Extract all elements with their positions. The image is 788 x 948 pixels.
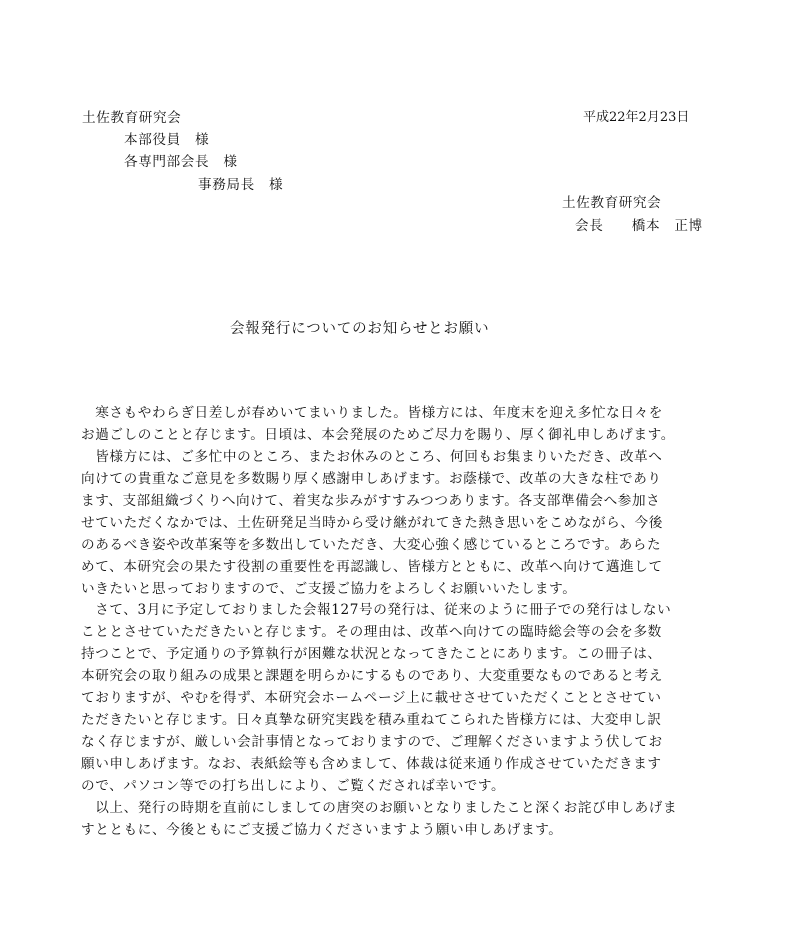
body-line: めて、本研究会の果たす役割の重要性を再認識し、皆様方とともに、改革へ向けて邁進して	[81, 558, 663, 575]
recipient-organization: 土佐教育研究会	[82, 110, 182, 126]
body-line: のあるべき姿や改革案等を多数出していただき、大変心強く感じているところです。あらた	[81, 536, 662, 553]
body-line: ておりますが、やむを得ず、本研究会ホームページ上に載せさせていただくこととさせてい	[81, 690, 662, 707]
body-line: なく存じますが、厳しい会計事情となっておりますので、ご理解くださいますよう伏してお	[81, 734, 663, 751]
body-line: せていただくなかでは、土佐研発足当時から受け継がれてきた熱き思いをこめながら、今後	[81, 514, 663, 531]
recipient-secretary-general: 事務局長 様	[198, 177, 284, 193]
letter-body	[81, 403, 721, 842]
body-line: こととさせていただきたいと存じます。その理由は、改革へ向けての臨時総会等の会を多数	[81, 624, 662, 641]
body-line: さて、3月に予定しておりました会報127号の発行は、従来のように冊子での発行はしない	[81, 602, 672, 619]
body-line: 以上、発行の時期を直前にしましての唐突のお願いとなりましたこと深くお詫び申しあげま	[81, 799, 678, 816]
body-line: いきたいと思っておりますので、ご支援ご協力をよろしくお願いいたします。	[81, 580, 577, 597]
body-line: 向けての貴重なご意見を多数賜り厚く感謝申しあげます。お蔭様で、改革の大きな柱であり	[81, 470, 662, 487]
recipient-board-members: 本部役員 様	[124, 132, 210, 148]
body-line: 本研究会の取り組みの成果と課題を明らかにするものであり、大変重要なものであると考え	[81, 668, 663, 685]
body-line: 願い申しあげます。なお、表紙絵等も含めまして、体裁は従来通り作成させていただきます	[81, 756, 662, 772]
body-line: 持つことで、予定通りの予算執行が困難な状況となってきたことにあります。この冊子は、	[81, 646, 662, 663]
body-line: ただきたいと存じます。日々真摯な研究実践を積み重ねてこられた皆様方には、大変申し訳	[81, 712, 662, 729]
recipient-division-heads: 各専門部会長 様	[124, 154, 238, 170]
letter-date: 平成22年2月23日	[583, 110, 690, 125]
body-line: 皆様方には、ご多忙中のところ、またお休みのところ、何回もお集まりいただき、改革へ	[81, 448, 663, 465]
sender-name: 会長 橋本 正博	[575, 218, 703, 234]
sender-organization: 土佐教育研究会	[562, 195, 662, 211]
body-line: お過ごしのことと存じます。日頃は、本会発展のためご尽力を賜り、厚く御礼申しあげます。	[81, 426, 675, 443]
letter-title: 会報発行についてのお知らせとお願い	[230, 321, 490, 337]
body-line: すとともに、今後ともにご支援ご協力くださいますよう願い申しあげます。	[81, 821, 563, 838]
body-line: ます、支部組織づくりへ向けて、着実な歩みがすすみつつあります。各支部準備会へ参加さ	[81, 492, 661, 509]
body-line: 寒さもやわらぎ日差しが春めいてまいりました。皆様方には、年度末を迎え多忙な日々を	[81, 405, 663, 421]
body-line: ので、パソコン等での打ち出しにより、ご覧くだされば幸いです。	[81, 777, 506, 794]
